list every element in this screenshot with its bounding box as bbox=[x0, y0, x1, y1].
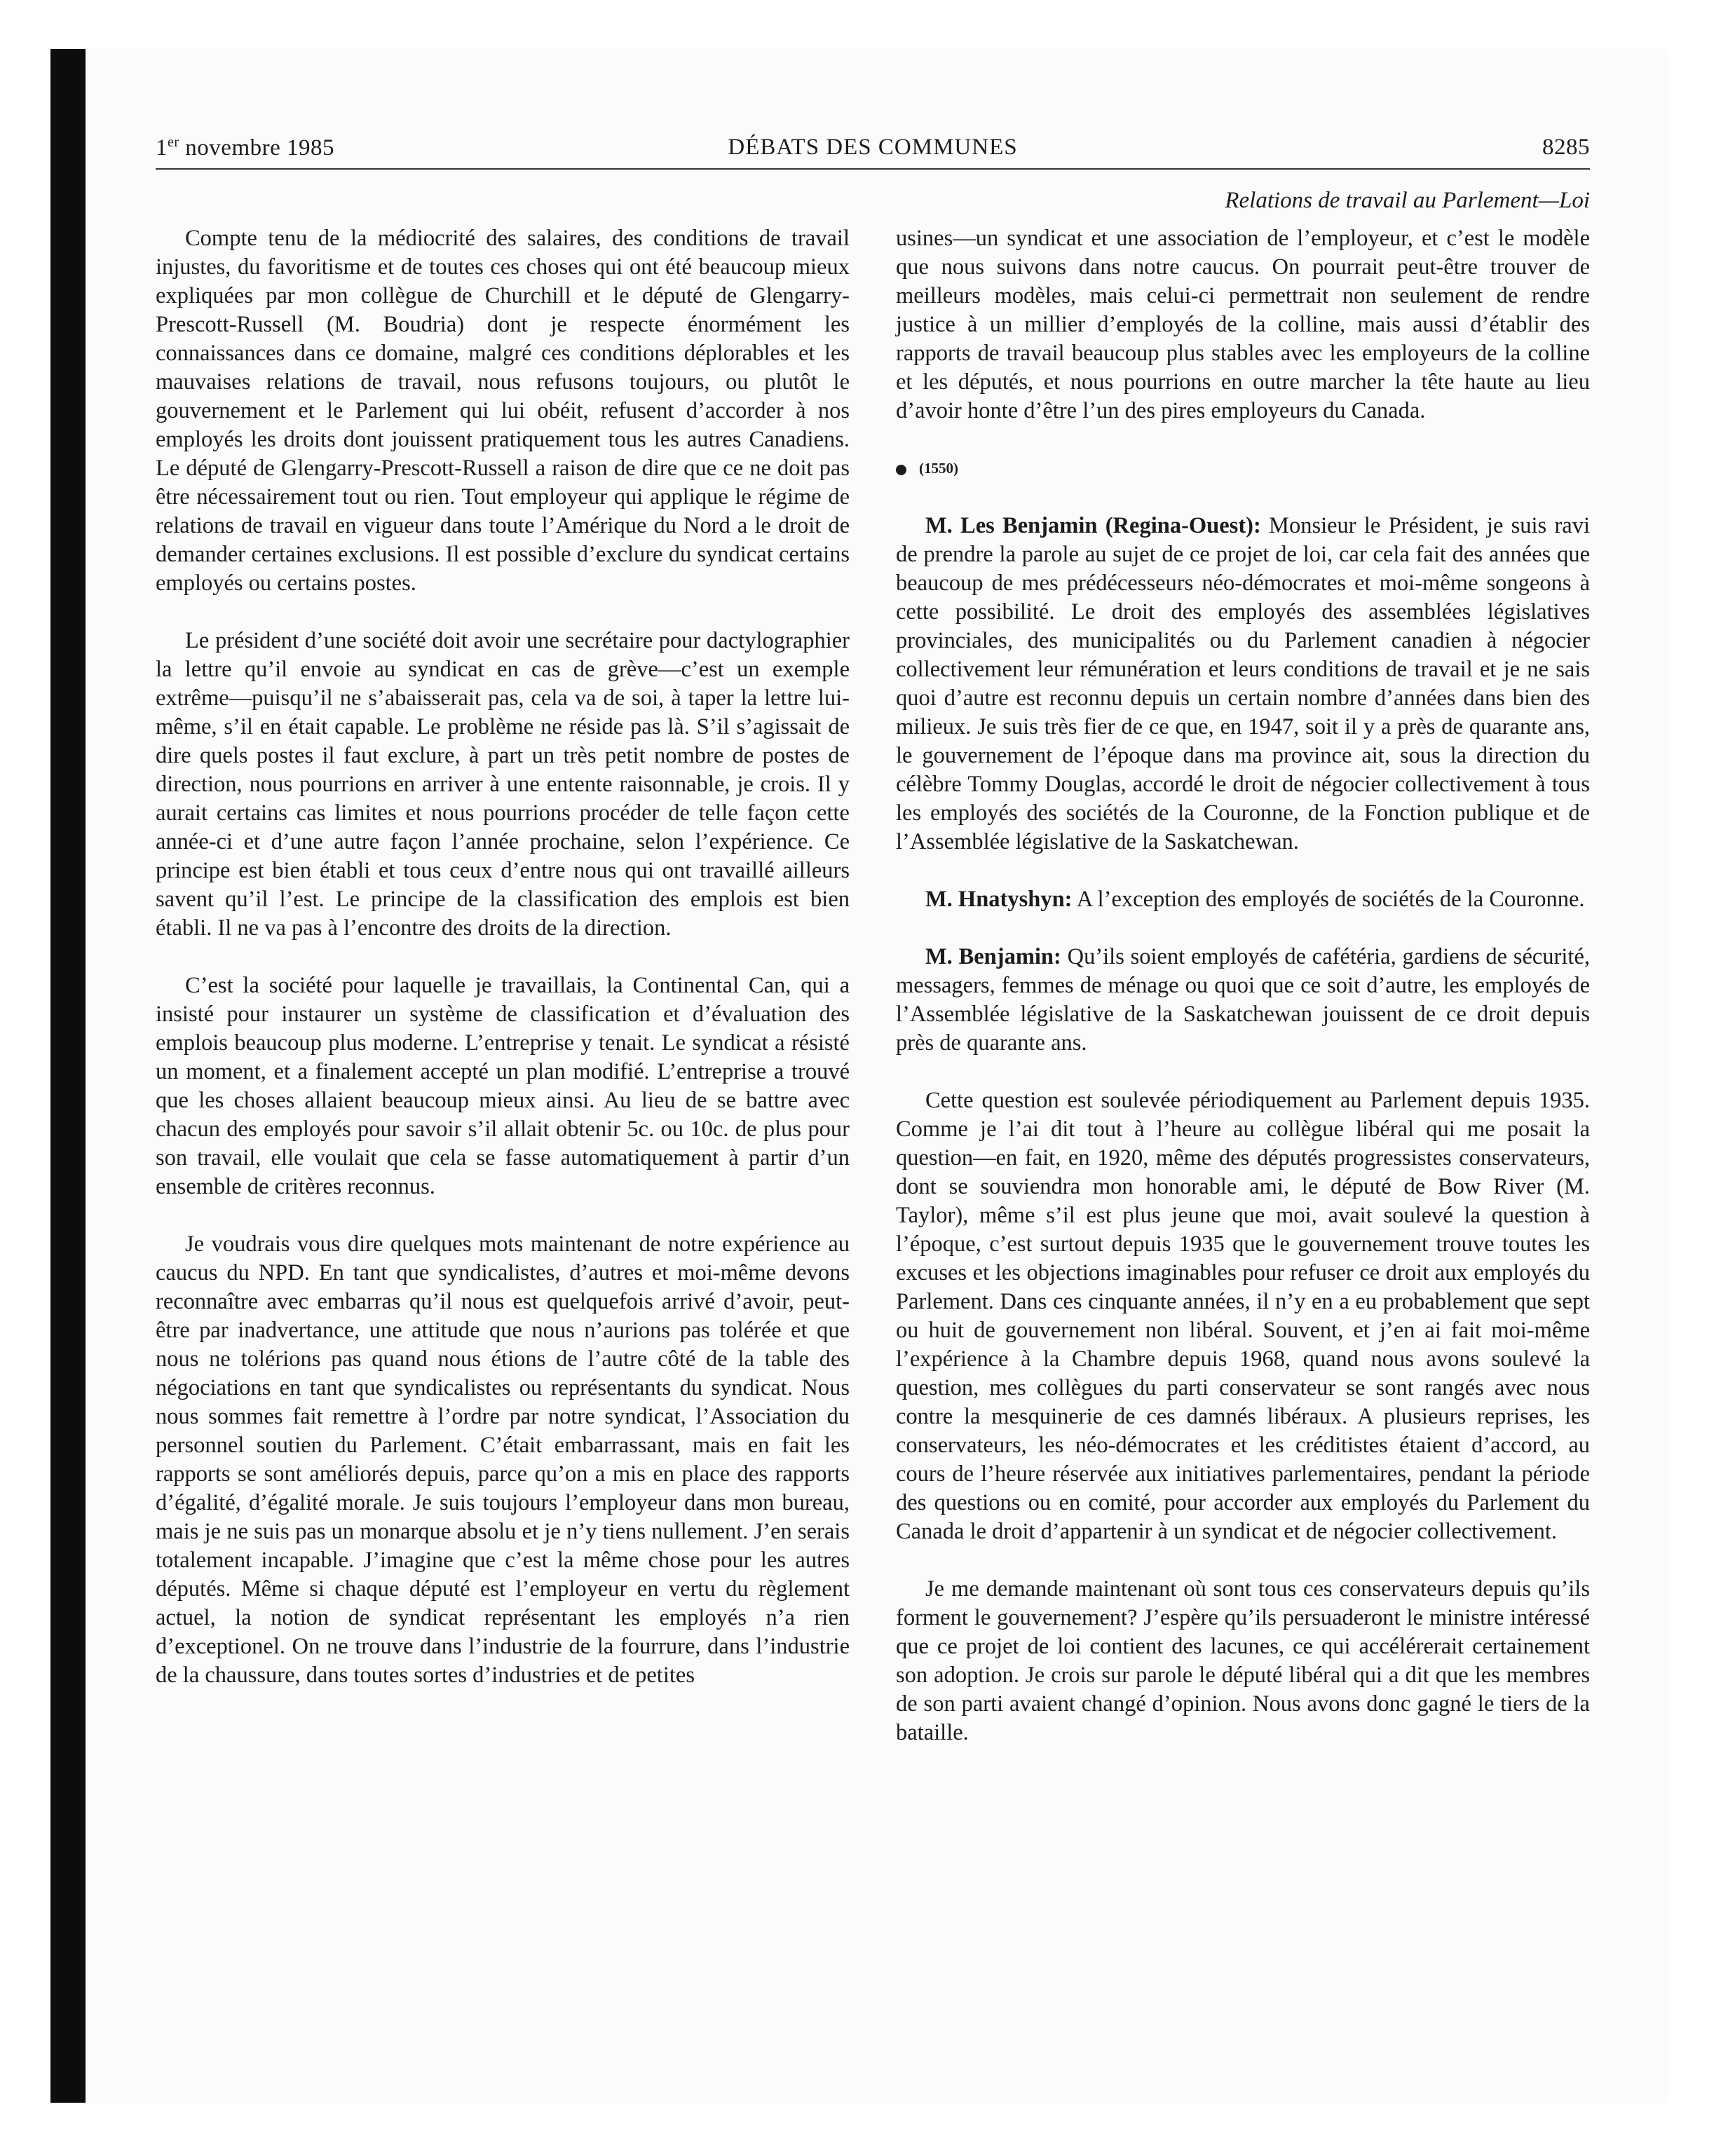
speaker-name: M. Les Benjamin (Regina-Ouest): bbox=[925, 513, 1261, 538]
paragraph: Compte tenu de la médiocrité des salaires, des conditions de travail injustes, du favoritisme et de toutes ces choses qui ont été beaucoup mieux expliquées par mon collègue de Churchill et le député de Glengarry-Prescott-Russell (M. Boudria) dont je respecte énormément les connaissances dans ce domaine, malgré ces conditions déplorables et les mauvaises relations de travail, nous refusons toujours, ou plutôt le gouvernement et le Parlement qui lui obéit, refusent d’accorder à nos employés les droits dont jouissent pratiquement tous les autres Canadiens. Le député de Glengarry-Prescott-Russell a raison de dire que ce ne doit pas être nécessairement tout ou rien. Tout employeur qui applique le régime de relations de travail en vigueur dans toute l’Amérique du Nord a le droit de demander certaines exclusions. Il est possible d’exclure du syndicat certains employés ou certains postes. bbox=[156, 226, 850, 596]
paragraph: Le président d’une société doit avoir une secrétaire pour dactylographier la lettre qu’il envoie au syndicat en cas de grève—c’est un exemple extrême—puisqu’il ne s’abaisserait pas, cela va de soi, à taper la lettre lui-même, s’il en était capable. Le problème ne réside pas là. S’il s’agissait de dire quels postes il faut exclure, à part un très petit nombre de postes de direction, nous pourrions en arriver à une entente raisonnable, je crois. Il y aurait certains cas limites et nous pourrions procéder de telle façon cette année-ci et d’une autre façon l’année prochaine, selon l’expérience. Ce principe est bien établi et tous ceux d’entre nous qui ont travaillé ailleurs savent qu’il l’est. Le principe de la classification des emplois est bien établi. Il ne va pas à l’encontre des droits de la direction. bbox=[156, 628, 850, 941]
left-column bbox=[156, 224, 850, 1690]
header-date: 1er novembre 1985 bbox=[156, 135, 334, 161]
running-header bbox=[156, 135, 1590, 170]
speech-paragraph: M. Hnatyshyn: A l’exception des employés de sociétés de la Couronne. bbox=[925, 887, 1585, 912]
paragraph: Je me demande maintenant où sont tous ces conservateurs depuis qu’ils forment le gouvernement? J’espère qu’ils persuaderont le ministre intéressé que ce projet de loi contient des lacunes, ce qui accélérerait certainement son adoption. Je crois sur parole le député libéral qui a dit que les membres de son parti avaient changé d’opinion. Nous avons donc gagné le tiers de la bataille. bbox=[896, 1576, 1590, 1745]
time-stamp: (1550) bbox=[896, 454, 1590, 483]
page-number: 8285 bbox=[1542, 135, 1590, 160]
speaker-name: M. Benjamin: bbox=[925, 944, 1061, 969]
speech-paragraph: M. Benjamin: Qu’ils soient employés de cafétéria, gardiens de sécurité, messagers, femmes de ménage ou quoi que ce soit d’autre, les employés de l’Assemblée législative de la Saskatchewan jouissent de ce droit depuis près de quarante ans. bbox=[896, 944, 1590, 1056]
paragraph: C’est la société pour laquelle je travaillais, la Continental Can, qui a insisté pour instaurer un système de classification et d’évaluation des emplois beaucoup plus moderne. L’entreprise y tenait. Le syndicat a résisté un moment, et a finalement accepté un plan modifié. L’entreprise a trouvé que les choses allaient beaucoup mieux ainsi. Au lieu de se battre avec chacun des employés pour savoir s’il allait obtenir 5c. ou 10c. de plus pour son travail, elle voulait que cela se fasse automatiquement à partir d’un ensemble de critères reconnus. bbox=[156, 973, 850, 1199]
speaker-name: M. Hnatyshyn: bbox=[925, 887, 1073, 912]
speech-paragraph: M. Les Benjamin (Regina-Ouest): Monsieur le Président, je suis ravi de prendre la parole au sujet de ce projet de loi, car cela fait des années que beaucoup de mes prédécesseurs néo-démocrates et moi-même songeons à cette possibilité. Le droit des employés des assemblées législatives provinciales, des municipalités ou du Parlement canadien à négocier collectivement leur rémunération et leurs conditions de travail et je ne sais quoi d’autre est reconnu depuis un certain nombre d’années dans bien des milieux. Je suis très fier de ce que, en 1947, soit il y a près de quarante ans, le gouvernement de l’époque dans ma province ait, sous la direction du célèbre Tommy Douglas, accordé le droit de négocier collectivement à tous les employés des sociétés de la Couronne, de la Fonction publique et de l’Assemblée législative de la Saskatchewan. bbox=[896, 513, 1590, 854]
bullet-icon bbox=[896, 465, 906, 475]
paragraph: Cette question est soulevée périodiquement au Parlement depuis 1935. Comme je l’ai dit tout à l’heure au collègue libéral qui me posait la question—en fait, en 1920, même des députés progressistes conservateurs, dont se souviendra mon honorable ami, le député de Bow River (M. Taylor), même s’il est plus jeune que moi, avait soulevé la question à l’époque, c’est surtout depuis 1935 que le gouvernement trouve toutes les excuses et les objections imaginables pour refuser ce droit aux employés du Parlement. Dans ces cinquante années, il n’y en a eu probablement que sept ou huit de gouvernement non libéral. Souvent, et j’en ai fait moi-même l’expérience à la Chambre depuis 1968, quand nous avons soulevé la question, mes collègues du parti conservateur se sont rangés avec nous contre la mesquinerie de ces damnés libéraux. A plusieurs reprises, les conservateurs, les néo-démocrates et les créditistes étaient d’accord, au cours de l’heure réservée aux initiatives parlementaires, pendant la période des questions ou en comité, pour accorder aux employés du Parlement du Canada le droit d’appartenir à un syndicat et de négocier collectivement. bbox=[896, 1088, 1590, 1544]
section-subheading: Relations de travail au Parlement—Loi bbox=[1225, 188, 1590, 213]
right-column bbox=[896, 224, 1590, 1747]
scan-edge-shadow bbox=[50, 49, 86, 2103]
paragraph-continued: usines—un syndicat et une association de l’employeur, et c’est le modèle que nous suivons dans notre caucus. On pourrait peut-être trouver de meilleurs modèles, mais celui-ci permettrait non seulement de rendre justice à un millier d’employés de la colline, mais aussi d’établir des rapports de travail beaucoup plus stables avec les employeurs de la colline et les députés, et nous pourrions en outre marcher la tête haute au lieu d’avoir honte d’être l’un des pires employeurs du Canada. bbox=[896, 226, 1590, 423]
paragraph: Je voudrais vous dire quelques mots maintenant de notre expérience au caucus du NPD. En tant que syndicalistes, d’autres et moi-même devons reconnaître avec embarras qu’il nous est quelquefois arrivé d’avoir, peut-être par inadvertance, une attitude que nous n’aurions pas tolérée et que nous ne tolérions pas quand nous étions de l’autre côté de la table des négociations en tant que syndicalistes ou représentants du syndicat. Nous nous sommes fait remettre à l’ordre par notre syndicat, l’Association du personnel soutien du Parlement. C’était embarrassant, mais en fait les rapports se sont améliorés depuis, parce qu’on a mis en place des rapports d’égalité, d’égalité morale. Je suis toujours l’employeur dans mon bureau, mais je ne suis pas un monarque absolu et je n’y tiens nullement. J’en serais totalement incapable. J’imagine que c’est la même chose pour les autres députés. Même si chaque député est l’employeur en vertu du règlement actuel, la notion de syndicat représentant les employés n’a rien d’exceptionel. On ne trouve dans l’industrie de la fourrure, dans l’industrie de la chaussure, dans toutes sortes d’industries et de petites bbox=[156, 1231, 850, 1688]
header-title: DÉBATS DES COMMUNES bbox=[728, 135, 1018, 160]
